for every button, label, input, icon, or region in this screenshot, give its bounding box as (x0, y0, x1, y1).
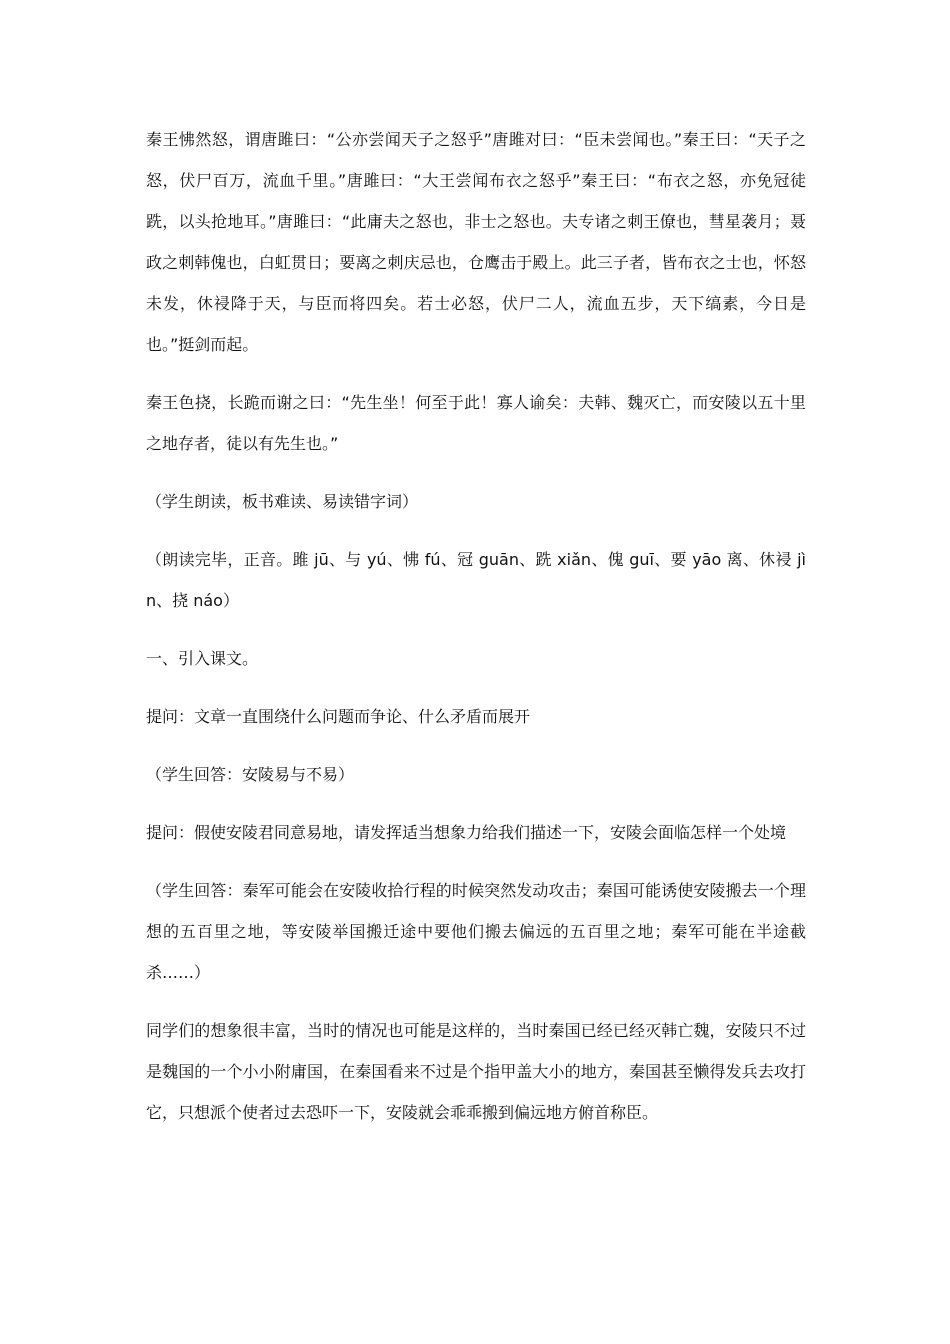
paragraph-answer-1: （学生回答：安陵易与不易） (146, 765, 355, 784)
section-heading-intro: 一、引入课文。 (146, 649, 259, 668)
paragraph-pronunciation: （朗读完毕，正音。雎 jū、与 yú、怫 fú、冠 guān、跣 xiǎn、傀 guī、要 yāo 离、休祲 jìn、挠 náo） (146, 550, 806, 610)
paragraph-dialogue-anger: 秦王怫然怒，谓唐雎曰：“公亦尝闻天子之怒乎”唐雎对曰：“臣未尝闻也。”秦王曰：“天子之怒，伏尸百万，流血千里。”唐雎曰：“大王尝闻布衣之怒乎”秦王曰：“布衣之怒，亦免冠徒跣，以头抢地耳。”唐雎曰：“此庸夫之怒也，非士之怒也。夫专诸之刺王僚也，彗星袭月；聂政之刺韩傀也，白虹贯日；要离之刺庆忌也，仓鹰击于殿上。此三子者，皆布衣之士也，怀怒未发，休祲降于天，与臣而将四矣。若士必怒，伏尸二人，流血五步，天下缟素，今日是也。”挺剑而起。 (146, 130, 806, 354)
paragraph-question-1: 提问：文章一直围绕什么问题而争论、什么矛盾而展开 (146, 707, 531, 726)
paragraph-teacher-summary: 同学们的想象很丰富，当时的情况也可能是这样的，当时秦国已经已经灭韩亡魏，安陵只不过是魏国的一个小小附庸国，在秦国看来不过是个指甲盖大小的地方，秦国甚至懒得发兵去攻打它，只想派个使者过去恐吓一下，安陵就会乖乖搬到偏远地方俯首称臣。 (146, 1021, 806, 1122)
paragraph-student-reading: （学生朗读，板书难读、易读错字词） (146, 492, 419, 511)
paragraph-answer-2: （学生回答：秦军可能会在安陵收拾行程的时候突然发动攻击；秦国可能诱使安陵搬去一个理想的五百里之地，等安陵举国搬迁途中要他们搬去偏远的五百里之地；秦军可能在半途截杀……） (146, 881, 806, 982)
document-page (146, 119, 806, 1150)
paragraph-question-2: 提问：假使安陵君同意易地，请发挥适当想象力给我们描述一下，安陵会面临怎样一个处境 (146, 823, 787, 842)
paragraph-king-apology: 秦王色挠，长跪而谢之曰：“先生坐！何至于此！寡人谕矣：夫韩、魏灭亡，而安陵以五十里之地存者，徒以有先生也。” (146, 393, 806, 453)
